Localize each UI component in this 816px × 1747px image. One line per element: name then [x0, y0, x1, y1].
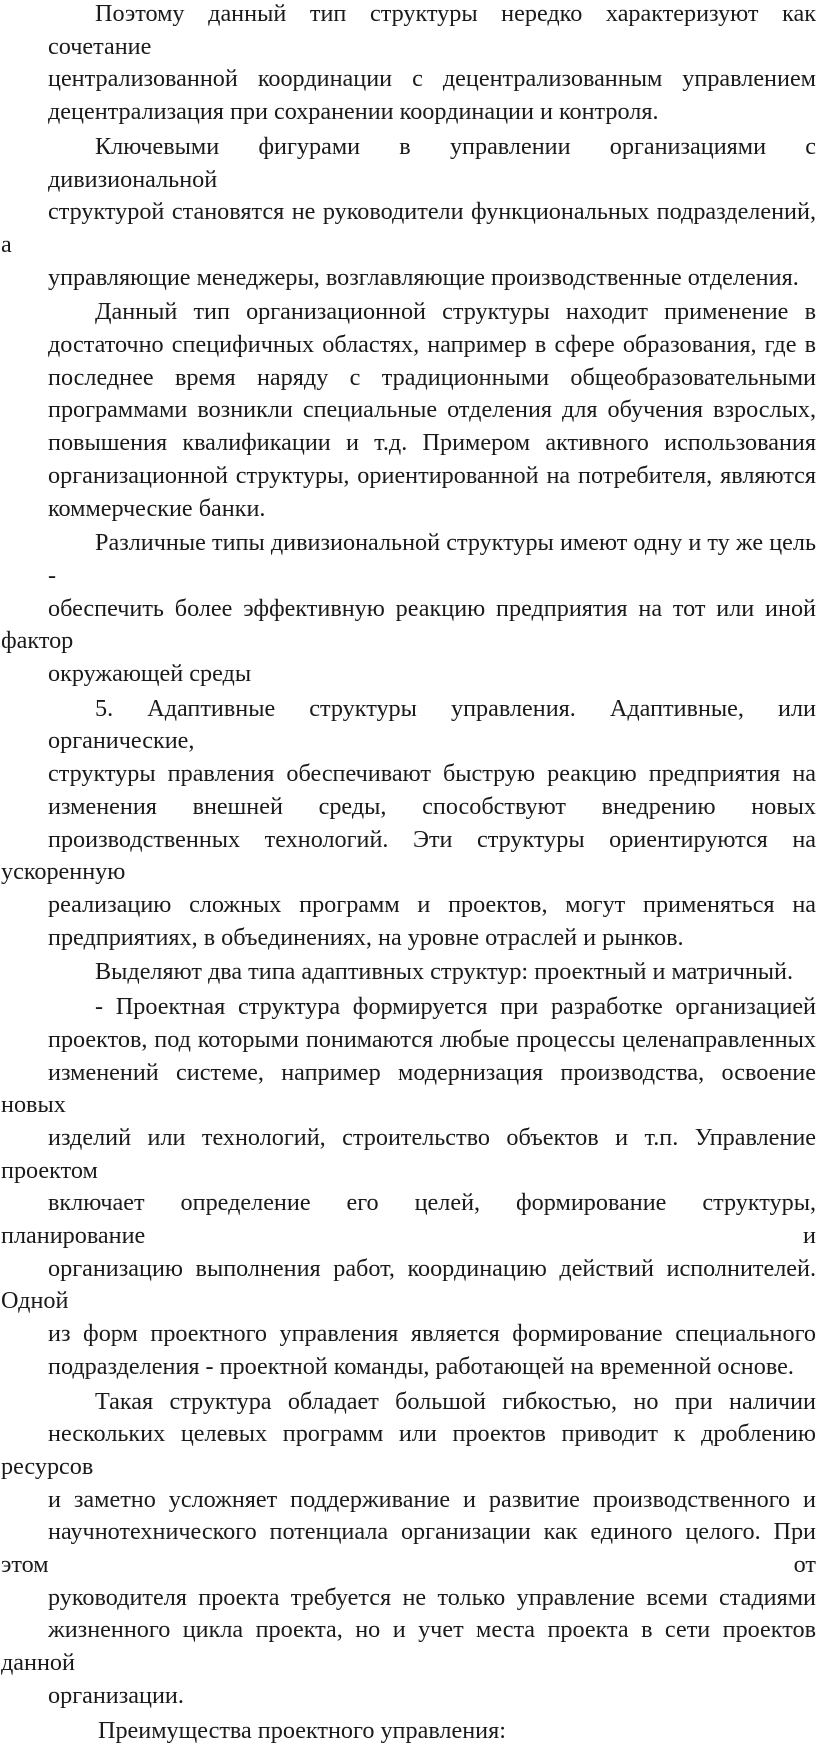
text-line: жизненного цикла проекта, но и учет места проекта в сети проектов данной [1, 1616, 816, 1677]
text-line: Ключевыми фигурами в управлении организациями с дивизиональной [48, 132, 816, 193]
paragraph [1, 1386, 816, 1713]
text-line: изменений системе, например модернизация производства, освоение новых [1, 1058, 816, 1119]
text-line: Поэтому данный тип структуры нередко характеризуют как сочетание [48, 0, 816, 60]
text-line: изделий или технологий, строительство объектов и т.п. Управление проектом [1, 1123, 816, 1184]
text-line: организации. [48, 1681, 184, 1709]
text-line: Выделяют два типа адаптивных структур: проектный и матричный. [95, 958, 794, 986]
text-line: управляющие менеджеры, возглавляющие производственные отделения. [48, 263, 799, 291]
text-line: проектов, под которыми понимаются любые процессы целенаправленных [48, 1025, 816, 1053]
paragraph [1, 131, 816, 295]
paragraph [1, 1715, 816, 1747]
text-line: и заметно усложняет поддерживание и развитие производственного и [48, 1485, 816, 1513]
text-line: руководителя проекта требуется не только управление всеми стадиями [48, 1583, 816, 1611]
text-line: программами возникли специальные отделения для обучения взрослых, [48, 396, 816, 424]
text-line: обеспечить более эффективную реакцию предприятия на тот или иной фактор [1, 594, 816, 655]
text-line: Различные типы дивизиональной структуры имеют одну и ту же цель - [48, 529, 816, 589]
text-line: достаточно специфичных областях, например в сфере образования, где в [48, 331, 816, 359]
paragraph [1, 956, 816, 989]
text-line: 5. Адаптивные структуры управления. Адаптивные, или органические, [48, 694, 816, 755]
text-line: окружающей среды [48, 660, 252, 688]
paragraph [1, 0, 816, 129]
text-line: последнее время наряду с традиционными общеобразовательными [48, 363, 816, 391]
paragraph [1, 991, 816, 1383]
text-line: Данный тип организационной структуры находит применение в [95, 298, 816, 326]
text-line: структуры правления обеспечивают быструю реакцию предприятия на [48, 760, 816, 788]
text-line: производственных технологий. Эти структуры ориентируются на ускоренную [1, 825, 816, 886]
text-line: Такая структура обладает большой гибкостью, но при наличии [95, 1387, 816, 1415]
text-line: включает определение его целей, формирование структуры, планирование и [1, 1189, 816, 1250]
text-line: научнотехнического потенциала организации как единого целого. При этом от [1, 1518, 816, 1579]
paragraph [1, 527, 816, 691]
text-line: Преимущества проектного управления: [98, 1716, 506, 1744]
text-line: реализацию сложных программ и проектов, могут применяться на [48, 890, 816, 918]
text-line: - Проектная структура формируется при разработке организацией [95, 993, 816, 1021]
text-line: коммерческие банки. [48, 494, 266, 522]
text-line: организационной структуры, ориентированной на потребителя, являются [48, 461, 816, 489]
text-line: предприятиях, в объединениях, на уровне отраслей и рынков. [48, 923, 684, 951]
paragraph [1, 296, 816, 525]
text-line: изменения внешней среды, способствуют внедрению новых [48, 792, 816, 820]
text-line: структурой становятся не руководители функциональных подразделений, а [1, 198, 816, 258]
text-line: централизованной координации с децентрализованным управлением [48, 65, 816, 93]
text-line: нескольких целевых программ или проектов приводит к дроблению ресурсов [1, 1420, 816, 1480]
text-line: организацию выполнения работ, координацию действий исполнителей. Одной [1, 1254, 816, 1315]
paragraph [1, 693, 816, 955]
text-line: повышения квалификации и т.д. Примером активного использования [48, 429, 816, 457]
text-line: децентрализация при сохранении координации и контроля. [48, 98, 659, 126]
text-line: подразделения - проектной команды, работающей на временной основе. [48, 1352, 794, 1380]
text-line: из форм проектного управления является формирование специального [48, 1320, 816, 1348]
